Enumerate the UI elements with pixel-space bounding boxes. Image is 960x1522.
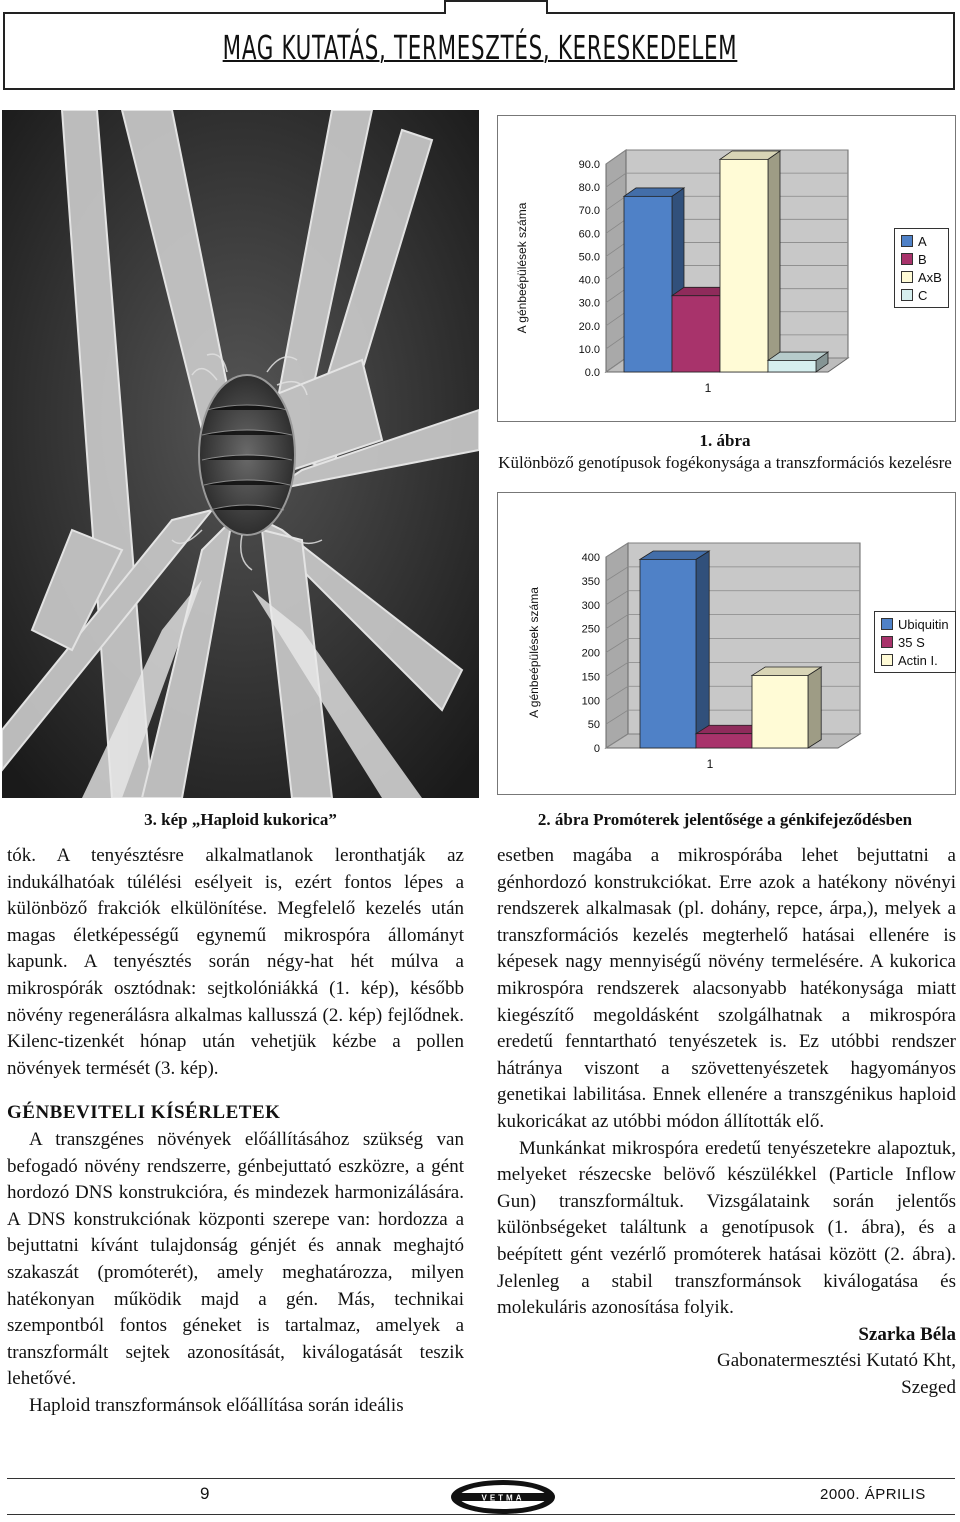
- y-tick-label: 70.0: [578, 205, 600, 218]
- author-name: Szarka Béla: [858, 1323, 956, 1345]
- paragraph: esetben magába a mikrospórába lehet bejuttatni a génhordozó konstrukciókat. Erre azok a hatékony növényi rendszerek alkalmasak (pl. dohány, repce, árpa,), melyek a transzformációs kezelés megterhelő hatásai ellenére is képesek nagy mennyiségű növény termelésére. A kukorica mikrospóra rendszerek alacsonyabb hatékonysága miatt kiegészítő megoldásként szolgálhatnak a mikrospóra eredetű fenntartható tenyészetek is. Ez utóbbi rendszer hátránya viszont a szövettenyészetek hagyományos genetikai labilitása. Ennek ellenére a transzgénikus haploid kukoricákat az utóbbi módon állították elő.: [497, 845, 956, 1132]
- y-tick-label: 10.0: [578, 343, 600, 356]
- paragraph: Haploid transzformánsok előállítása során ideális: [29, 1394, 404, 1416]
- issue-date: 2000. ÁPRILIS: [820, 1486, 926, 1503]
- promoter-chart: [497, 492, 956, 795]
- chart-side-wall: [606, 150, 626, 372]
- author-affiliation: Gabonatermesztési Kutató Kht,: [716, 1350, 956, 1372]
- legend-item: Ubiquitin: [881, 615, 949, 633]
- legend-item: 35 S: [881, 633, 949, 651]
- genotype-chart-legend: [894, 228, 949, 308]
- y-tick-label: 20.0: [578, 320, 600, 333]
- y-tick-label: 40.0: [578, 274, 600, 287]
- right-column: [497, 843, 956, 1401]
- page-number: 9: [200, 1484, 210, 1503]
- y-tick-label: 200: [581, 647, 600, 660]
- haploid-corn-photo: [2, 110, 479, 798]
- x-tick-label: 1: [704, 381, 712, 395]
- paragraph: A transzgénes növények előállításához szükség van befogadó növény rendszerre, génbejuttató eszközre, a gént hordozó DNS konstrukcióra, és mindezek harmonizálására. A DNS konstrukciónak központi szerepe van: hordozza a bejuttatni kívánt tulajdonság génjét és annak meghajtó szakaszát (promóterét), amely meghatározza, milyen hatékonyan működik majd a gén. Más, technikai szempontból fontos géneket is tartalmaz, amelyek a transzformált sejtek azonosítását, kiválogatását teszik lehetővé.: [7, 1128, 464, 1390]
- chart2-caption: 2. ábra Promóterek jelentősége a génkifejeződésben: [537, 810, 913, 829]
- left-column: [7, 843, 464, 1419]
- author-city: Szeged: [901, 1376, 956, 1398]
- y-tick-label: 60.0: [578, 228, 600, 241]
- journal-title: MAG KUTATÁS, TERMESZTÉS, KERESKEDELEM: [222, 28, 738, 67]
- header-notch: [444, 0, 548, 14]
- legend-item: B: [901, 250, 942, 268]
- y-tick-label: 150: [581, 671, 600, 684]
- y-axis-label: A génbeépülések száma: [515, 202, 529, 334]
- y-tick-label: 0: [593, 743, 600, 755]
- vetma-logo-icon: [448, 1477, 558, 1517]
- genotype-chart-svg: [498, 116, 955, 421]
- photo-illustration: [2, 110, 479, 798]
- bar: [720, 151, 780, 372]
- chart1-caption: [490, 430, 960, 474]
- photo-caption: 3. kép „Haploid kukorica”: [144, 810, 337, 829]
- y-tick-label: 30.0: [578, 297, 600, 310]
- x-tick-label: 1: [706, 757, 714, 771]
- y-tick-label: 90.0: [578, 159, 600, 171]
- chart1-caption-title: Különböző genotípusok fogékonysága a transzformációs kezelésre: [498, 453, 952, 472]
- section-heading: GÉNBEVITELI KÍSÉRLETEK: [7, 1102, 281, 1124]
- y-tick-label: 100: [581, 695, 600, 708]
- legend-item: AxB: [901, 268, 942, 286]
- y-tick-label: 50.0: [578, 251, 600, 264]
- genotype-chart: [497, 115, 956, 422]
- paragraph: tók. A tenyésztésre alkalmatlanok leronthatják az indukálhatóak túlélési esélyeit is, ezért fontos lépes a különböző frakciók elkülönítése. Megfelelő kezelés után magas életképességű egynemű mikrospóra állományt kapunk. A tenyésztés során négy-hat hét múlva a mikrospórák osztódnak: sejtkolóniákká (1. kép), később növény regenerálásra alkalmas kallusszá (2. kép) fejlődnek. Kilenc-tizenkét hónap után vehetjük kézbe a pollen növények termését (3. kép).: [7, 845, 464, 1079]
- bar: [640, 551, 709, 748]
- legend-item: Actin I.: [881, 651, 949, 669]
- y-tick-label: 300: [581, 599, 600, 612]
- bar: [768, 352, 828, 372]
- vetma-logo: [448, 1477, 558, 1517]
- paragraph: Munkánkat mikrospóra eredetű tenyészetekre alapoztuk, melyeket részecske belövő készülékkel (Particle Inflow Gun) transzformáltuk. Vizsgálataink során jelentős különbségeket találtunk a genotípusok (1. ábra), és a beépített gént vezérlő promóterek hatásai között (2. ábra). Jelenleg a stabil transzformánsok kiválogatása és molekuláris azonosítása folyik.: [497, 1137, 956, 1319]
- svg-text:VETMA: VETMA: [481, 1493, 525, 1503]
- y-tick-label: 250: [581, 623, 600, 636]
- y-tick-label: 80.0: [578, 182, 600, 195]
- y-tick-label: 0.0: [584, 367, 600, 379]
- bar: [752, 667, 821, 748]
- chart1-caption-number: 1. ábra: [699, 431, 751, 450]
- y-tick-label: 400: [581, 552, 600, 564]
- y-tick-label: 50: [587, 719, 600, 732]
- legend-item: C: [901, 286, 942, 304]
- promoter-chart-legend: [874, 611, 956, 673]
- y-tick-label: 350: [581, 575, 600, 588]
- legend-item: A: [901, 232, 942, 250]
- y-axis-label: A génbeépülések száma: [527, 587, 541, 718]
